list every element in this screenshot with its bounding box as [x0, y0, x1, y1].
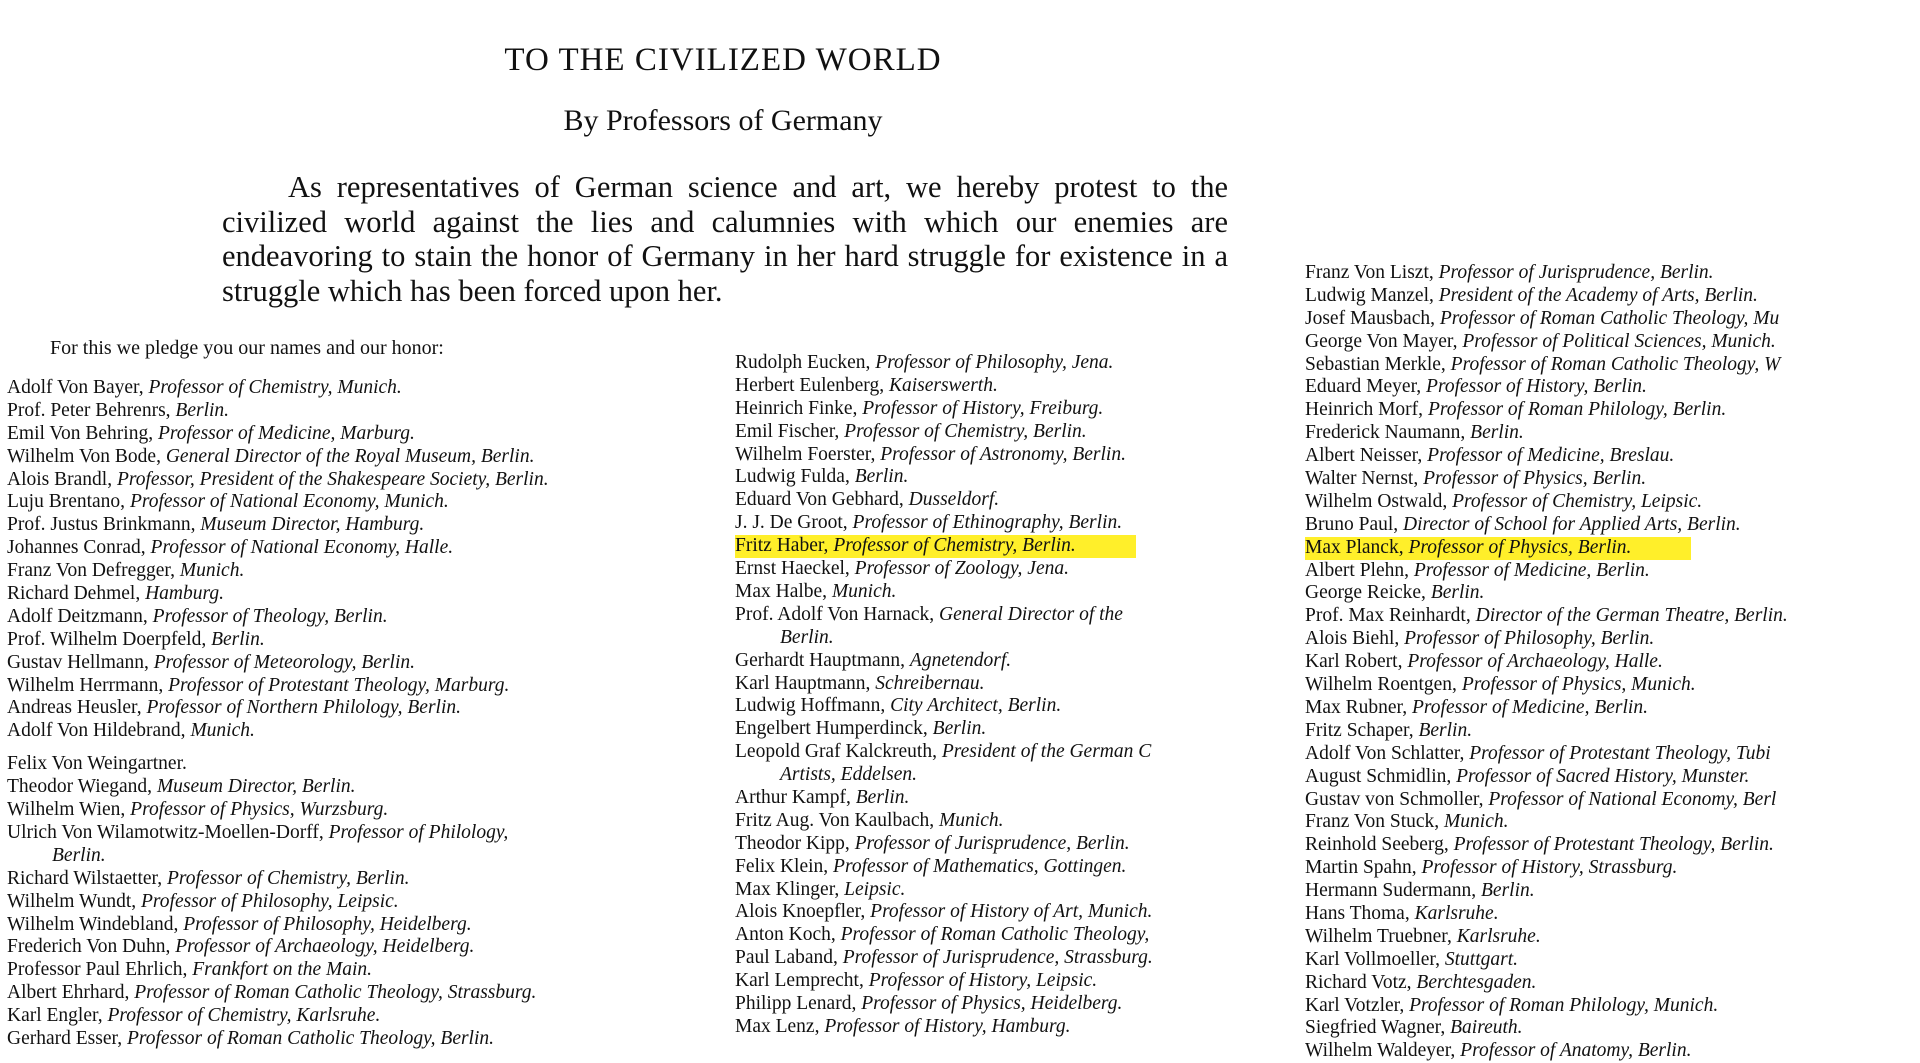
signatory-name: Franz Von Defregger,: [7, 560, 175, 582]
signatory-name: Andreas Heusler,: [7, 697, 142, 719]
signatory-title: Professor of Philosophy, Heidelberg.: [183, 913, 472, 935]
signatory-title: City Architect, Berlin.: [890, 695, 1062, 717]
signatory-title: Professor of Astronomy, Berlin.: [880, 443, 1126, 465]
signatory-entry: [1305, 811, 1788, 834]
signatory-name: Fritz Haber,: [735, 535, 829, 557]
signatory-entry: [7, 959, 549, 982]
signatory-title: Frankfort on the Main.: [192, 959, 373, 981]
signatory-title: Professor of Protestant Theology, Marburg.: [168, 674, 510, 696]
signatory-name: Anton Koch,: [735, 924, 836, 946]
signatory-entry: [7, 377, 549, 400]
signatory-title: Professor of Roman Catholic Theology, Mu: [1439, 307, 1780, 329]
signatory-name: Fritz Schaper,: [1305, 719, 1414, 741]
signatory-entry: [7, 822, 549, 868]
signatory-entry: [7, 606, 549, 629]
signatory-entry: [7, 423, 549, 446]
signatory-title: Professor of Physics, Berlin.: [1408, 536, 1632, 558]
signatory-name: Eduard Von Gebhard,: [735, 489, 904, 511]
signatory-name: Ludwig Manzel,: [1305, 284, 1434, 306]
signatory-title: Berlin.: [1470, 422, 1524, 444]
signatory-name: Alois Biehl,: [1305, 628, 1400, 650]
signatory-name: Alois Brandl,: [7, 468, 113, 490]
signatory-title: Professor of Medicine, Berlin.: [1413, 559, 1650, 581]
signatory-title: Agnetendorf.: [909, 649, 1012, 671]
signatory-entry: [1305, 743, 1788, 766]
signatory-name: Ludwig Hoffmann,: [735, 695, 886, 717]
signatory-title: Berlin.: [854, 466, 909, 488]
signatory-title: Berlin.: [932, 718, 987, 740]
signatory-name: Eduard Meyer,: [1305, 376, 1422, 398]
signatory-name: Theodor Wiegand,: [7, 776, 153, 798]
signatory-entry: [735, 352, 1153, 375]
signatory-entry: [1305, 308, 1788, 331]
signatory-entry: [735, 741, 1153, 787]
signatory-name: Wilhelm Windebland,: [7, 913, 179, 935]
signatory-title: Professor of Physics, Heidelberg.: [861, 992, 1123, 1014]
signatory-name: Gustav von Schmoller,: [1305, 788, 1484, 810]
signatory-name: Richard Wilstaetter,: [7, 867, 163, 889]
signatory-entry: [735, 604, 1153, 650]
signatory-name: Ulrich Von Wilamotwitz-Moellen-Dorff,: [7, 821, 324, 843]
signatory-entry: [1305, 445, 1788, 468]
signatory-entry: [735, 970, 1153, 993]
signatory-entry: [7, 1005, 549, 1028]
signatory-title: President of the German C: [941, 741, 1152, 763]
signatory-name: Adolf Von Bayer,: [7, 377, 144, 398]
signatory-name: Karl Vollmoeller,: [1305, 948, 1440, 970]
signatory-entry: [1305, 789, 1788, 812]
signatory-title: Professor of Chemistry, Berlin.: [166, 867, 410, 889]
signatory-name: Gerhardt Hauptmann,: [735, 649, 906, 671]
signatory-title: Professor of Medicine, Berlin.: [1412, 696, 1648, 718]
signatory-entry: [7, 583, 549, 606]
signatory-name: Prof. Justus Brinkmann,: [7, 514, 196, 536]
signatory-entry: [7, 753, 549, 776]
signatory-entry: [7, 491, 549, 514]
signatory-name: Frederich Von Duhn,: [7, 936, 171, 958]
signatory-title: Professor of Ethinography, Berlin.: [852, 512, 1123, 534]
signatory-title: Director of School for Applied Arts, Berlin.: [1403, 513, 1741, 535]
signatory-name: Walter Nernst,: [1305, 468, 1419, 490]
signatory-name: Max Klinger,: [735, 878, 840, 900]
signatory-title: Berlin.: [175, 399, 230, 421]
signatory-name: Max Rubner,: [1305, 696, 1408, 718]
signatory-entry: [1305, 514, 1788, 537]
signatory-name: Heinrich Morf,: [1305, 399, 1424, 421]
signatory-title: Professor of Jurisprudence, Berlin.: [1438, 262, 1714, 283]
signatory-entry: [1305, 628, 1788, 651]
signatory-name: Felix Klein,: [735, 855, 829, 877]
preamble-paragraph: As representatives of German science and art, we hereby protest to the civilized world against the lies and calumnies with which our enemies are endeavoring to stain the honor of Germany in her hard struggle for existence in a struggle which has been forced upon her.: [222, 170, 1228, 308]
signatory-entry: [1305, 605, 1788, 628]
signatory-entry: [7, 652, 549, 675]
signatory-entry: [735, 650, 1153, 673]
signatory-entry: [735, 375, 1153, 398]
signatory-name: Engelbert Humperdinck,: [735, 718, 928, 740]
signatory-name: Wilhelm Ostwald,: [1305, 490, 1448, 512]
signatory-entry: [1305, 903, 1788, 926]
signatory-name: Emil Von Behring,: [7, 422, 154, 444]
signatory-title: Stuttgart.: [1444, 948, 1518, 970]
signatory-name: Professor Paul Ehrlich,: [7, 959, 188, 981]
signatory-title: Berlin.: [1481, 880, 1535, 902]
highlighted-signatory-entry: [735, 535, 1136, 558]
signatory-entry: [735, 512, 1153, 535]
signatory-name: Herbert Eulenberg,: [735, 374, 885, 396]
signatory-name: Wilhelm Wien,: [7, 799, 126, 821]
signatory-title: Professor of Roman Catholic Theology, W: [1450, 353, 1781, 375]
signatory-title: Munich.: [190, 720, 255, 742]
signatory-name: Leopold Graf Kalckreuth,: [735, 741, 937, 763]
signatory-title: Professor of Protestant Theology, Tubi: [1469, 742, 1771, 764]
signatory-entry: [7, 1028, 549, 1051]
signatory-name: Wilhelm Foerster,: [735, 443, 876, 465]
signatory-name: Adolf Von Hildebrand,: [7, 720, 186, 742]
signatory-entry: [7, 446, 549, 469]
signatory-name: Paul Laband,: [735, 947, 838, 969]
signatory-entry: [735, 421, 1153, 444]
signatory-title: Kaiserswerth.: [888, 374, 998, 396]
signatory-title: Karlsruhe.: [1414, 902, 1499, 924]
signatory-entry: [1305, 972, 1788, 995]
signatory-entry: [1305, 697, 1788, 720]
signatory-name: Arthur Kampf,: [735, 786, 851, 808]
signatory-entry: [7, 936, 549, 959]
signatory-title: Professor of Medicine, Marburg.: [157, 422, 415, 444]
signatory-title-continued: Berlin.: [780, 626, 834, 648]
signatory-entry: [1305, 857, 1788, 880]
signatory-entry: [7, 799, 549, 822]
signatory-title: Professor of Protestant Theology, Berlin.: [1453, 834, 1774, 856]
signatory-title: Professor of Political Sciences, Munich.: [1462, 330, 1776, 352]
signatory-title: Hamburg.: [145, 583, 224, 605]
signatory-entry: [1305, 949, 1788, 972]
signatory-entry: [7, 720, 549, 743]
signatory-name: Siegfried Wagner,: [1305, 1017, 1446, 1039]
signatory-entry: [1305, 422, 1788, 445]
signatory-title: General Director of the Royal Museum, Berlin.: [165, 445, 535, 467]
signatory-title: Professor of Roman Philology, Munich.: [1409, 994, 1719, 1016]
signatory-title: Munich.: [1444, 811, 1509, 833]
signatory-column-1: [7, 377, 549, 1051]
signatory-title: Professor of Zoology, Jena.: [854, 558, 1069, 580]
signatory-entry: [7, 675, 549, 698]
signatory-title: Professor of History, Freiburg.: [862, 397, 1104, 419]
signatory-name: Gustav Hellmann,: [7, 651, 149, 673]
pledge-line: For this we pledge you our names and our honor:: [50, 337, 444, 359]
signatory-entry: [1305, 285, 1788, 308]
signatory-title: Professor of Physics, Berlin.: [1423, 468, 1647, 490]
signatory-name: Franz Von Stuck,: [1305, 811, 1440, 833]
signatory-name: Wilhelm Waldeyer,: [1305, 1040, 1456, 1062]
signatory-entry: [735, 787, 1153, 810]
signatory-name: Reinhold Seeberg,: [1305, 834, 1449, 856]
signatory-entry: [1305, 1017, 1788, 1040]
signatory-title: Professor of History, Berlin.: [1426, 376, 1647, 398]
signatory-title: General Director of the: [939, 603, 1123, 625]
signatory-title: Professor of History, Leipsic.: [868, 970, 1098, 992]
signatory-entry: [7, 982, 549, 1005]
signatory-title: Munich.: [179, 560, 245, 582]
signatory-entry: [7, 776, 549, 799]
signatory-title: Professor of Philology,: [328, 821, 509, 843]
signatory-title: Berlin.: [855, 786, 910, 808]
signatory-name: Adolf Von Schlatter,: [1305, 742, 1465, 764]
signatory-title: Director of the German Theatre, Berlin.: [1475, 605, 1788, 627]
signatory-name: Prof. Peter Behrenrs,: [7, 399, 171, 421]
signatory-entry: [1305, 834, 1788, 857]
signatory-title: Munich.: [939, 809, 1004, 831]
signatory-name: Franz Von Liszt,: [1305, 262, 1434, 283]
signatory-entry: [1305, 926, 1788, 949]
signatory-title: Professor of Meteorology, Berlin.: [153, 651, 415, 673]
signatory-name: Wilhelm Herrmann,: [7, 674, 164, 696]
signatory-title: Professor of Northern Philology, Berlin.: [146, 697, 461, 719]
signatory-entry: [1305, 651, 1788, 674]
signatory-title: Professor of Anatomy, Berlin.: [1460, 1040, 1692, 1062]
signatory-name: Ludwig Fulda,: [735, 466, 850, 488]
signatory-entry: [735, 444, 1153, 467]
signatory-entry: [735, 673, 1153, 696]
signatory-column-2: [735, 352, 1153, 1039]
signatory-entry: [1305, 880, 1788, 903]
signatory-title: Munich.: [831, 580, 897, 602]
signatory-entry: [735, 993, 1153, 1016]
signatory-title: Professor of National Economy, Halle.: [150, 537, 454, 559]
signatory-entry: [1305, 331, 1788, 354]
signatory-entry: [735, 833, 1153, 856]
signatory-title: Professor of Physics, Wurzsburg.: [130, 799, 389, 821]
signatory-title: Professor of Mathematics, Gottingen.: [833, 855, 1127, 877]
signatory-entry: [1305, 674, 1788, 697]
signatory-title: Museum Director, Hamburg.: [200, 514, 425, 536]
signatory-entry: [735, 901, 1153, 924]
signatory-name: Rudolph Eucken,: [735, 352, 871, 373]
signatory-entry: [735, 581, 1153, 604]
signatory-title: Professor of Medicine, Breslau.: [1427, 445, 1675, 467]
signatory-title: Professor of Philosophy, Berlin.: [1404, 628, 1655, 650]
signatory-name: Prof. Wilhelm Doerpfeld,: [7, 628, 207, 650]
signatory-title: Museum Director, Berlin.: [156, 776, 356, 798]
signatory-name: Albert Plehn,: [1305, 559, 1409, 581]
signatory-name: Ernst Haeckel,: [735, 558, 850, 580]
signatory-title: Berlin.: [211, 628, 265, 650]
signatory-title: Professor of History, Strassburg.: [1421, 857, 1678, 879]
signatory-entry: [7, 868, 549, 891]
signatory-title: Professor of Chemistry, Leipsic.: [1452, 490, 1703, 512]
signatory-entry: [1305, 995, 1788, 1018]
signatory-name: Karl Hauptmann,: [735, 672, 871, 694]
signatory-entry: [1305, 262, 1788, 285]
signatory-entry: [7, 400, 549, 423]
signatory-title: Professor of Chemistry, Munich.: [148, 377, 402, 398]
signatory-entry: [735, 856, 1153, 879]
signatory-entry: [735, 810, 1153, 833]
signatory-name: Max Halbe,: [735, 580, 828, 602]
signatory-name: Adolf Deitzmann,: [7, 605, 148, 627]
signatory-entry: [7, 914, 549, 937]
signatory-title: Professor of Chemistry, Berlin.: [844, 420, 1087, 442]
signatory-title: Professor of Roman Catholic Theology, Strassburg.: [134, 982, 537, 1004]
signatory-name: Heinrich Finke,: [735, 397, 858, 419]
signatory-name: Philipp Lenard,: [735, 992, 857, 1014]
signatory-name: Hans Thoma,: [1305, 902, 1410, 924]
signatory-name: Alois Knoepfler,: [735, 901, 866, 923]
signatory-entry: [1305, 376, 1788, 399]
signatory-entry: [7, 514, 549, 537]
signatory-title: Schreibernau.: [875, 672, 985, 694]
signatory-name: Bruno Paul,: [1305, 513, 1399, 535]
signatory-entry: [735, 489, 1153, 512]
signatory-title: Professor of National Economy, Munich.: [129, 491, 449, 513]
signatory-title: Professor of Archaeology, Halle.: [1407, 651, 1663, 673]
column-gap: [7, 743, 549, 753]
signatory-entry: [735, 1016, 1153, 1039]
signatory-entry: [7, 891, 549, 914]
signatory-title: Professor of Philosophy, Leipsic.: [141, 890, 399, 912]
signatory-title: Professor of National Economy, Berl: [1488, 788, 1777, 810]
signatory-name: Wilhelm Roentgen,: [1305, 674, 1457, 696]
signatory-entry: [1305, 1040, 1788, 1063]
signatory-title: Professor of Jurisprudence, Strassburg.: [842, 947, 1153, 969]
signatory-name: Martin Spahn,: [1305, 857, 1417, 879]
signatory-name: Albert Ehrhard,: [7, 982, 130, 1004]
signatory-name: Wilhelm Truebner,: [1305, 925, 1452, 947]
signatory-name: Prof. Max Reinhardt,: [1305, 605, 1471, 627]
signatory-title: Professor, President of the Shakespeare Society, Berlin.: [116, 468, 549, 490]
signatory-entry: [1305, 491, 1788, 514]
signatory-title: Professor of Physics, Munich.: [1461, 674, 1696, 696]
signatory-title: Berchtesgaden.: [1416, 971, 1537, 993]
signatory-name: George Von Mayer,: [1305, 330, 1458, 352]
signatory-entry: [1305, 468, 1788, 491]
signatory-entry: [7, 537, 549, 560]
signatory-name: Karl Engler,: [7, 1005, 103, 1027]
signatory-name: Luju Brentano,: [7, 491, 126, 513]
signatory-title: Professor of History of Art, Munich.: [870, 901, 1153, 923]
document-subtitle: By Professors of Germany: [563, 104, 883, 137]
signatory-title: Leipsic.: [844, 878, 906, 900]
signatory-name: Gerhard Esser,: [7, 1027, 123, 1049]
signatory-name: Wilhelm Von Bode,: [7, 445, 161, 467]
signatory-entry: [735, 695, 1153, 718]
signatory-title: Dusseldorf.: [908, 489, 1000, 511]
signatory-title: Professor of Chemistry, Berlin.: [833, 535, 1076, 557]
signatory-name: George Reicke,: [1305, 582, 1426, 604]
signatory-title: Professor of Archaeology, Heidelberg.: [175, 936, 475, 958]
signatory-entry: [7, 560, 549, 583]
signatory-name: Max Lenz,: [735, 1015, 820, 1037]
signatory-column-3: [1305, 262, 1788, 1063]
highlighted-signatory-entry: [1305, 537, 1691, 560]
signatory-entry: [735, 466, 1153, 489]
signatory-title: Professor of Roman Catholic Theology, Berlin.: [126, 1027, 495, 1049]
signatory-title: Karlsruhe.: [1456, 925, 1541, 947]
signatory-name: Karl Votzler,: [1305, 994, 1405, 1016]
signatory-name: Fritz Aug. Von Kaulbach,: [735, 809, 935, 831]
signatory-name: Josef Mausbach,: [1305, 307, 1435, 329]
signatory-name: Theodor Kipp,: [735, 832, 850, 854]
signatory-name: Prof. Adolf Von Harnack,: [735, 603, 935, 625]
signatory-name: Max Planck,: [1305, 536, 1404, 558]
signatory-title: Professor of Roman Catholic Theology,: [840, 924, 1150, 946]
signatory-name: Emil Fischer,: [735, 420, 840, 442]
signatory-entry: [1305, 720, 1788, 743]
signatory-entry: [7, 697, 549, 720]
signatory-title: President of the Academy of Arts, Berlin.: [1438, 284, 1758, 306]
signatory-name: Frederick Naumann,: [1305, 422, 1466, 444]
document-title: TO THE CIVILIZED WORLD: [504, 42, 942, 78]
signatory-name: Karl Robert,: [1305, 651, 1403, 673]
signatory-entry: [1305, 560, 1788, 583]
signatory-title: Professor of Chemistry, Karlsruhe.: [107, 1005, 381, 1027]
signatory-name: Hermann Sudermann,: [1305, 880, 1477, 902]
signatory-title: Professor of Theology, Berlin.: [152, 605, 388, 627]
signatory-title: Professor of Sacred History, Munster.: [1456, 765, 1750, 787]
signatory-entry: [1305, 354, 1788, 377]
signatory-name: Johannes Conrad,: [7, 537, 146, 559]
signatory-title: Professor of Philosophy, Jena.: [875, 352, 1114, 373]
signatory-entry: [1305, 766, 1788, 789]
signatory-name: Sebastian Merkle,: [1305, 353, 1446, 375]
signatory-title: Baireuth.: [1450, 1017, 1523, 1039]
signatory-name: Karl Lemprecht,: [735, 970, 864, 992]
signatory-entry: [735, 558, 1153, 581]
signatory-entry: [7, 469, 549, 492]
signatory-name: Wilhelm Wundt,: [7, 890, 137, 912]
signatory-title-continued: Berlin.: [52, 844, 106, 866]
signatory-name: Albert Neisser,: [1305, 445, 1423, 467]
signatory-name: Felix Von Weingartner.: [7, 753, 187, 775]
signatory-entry: [735, 398, 1153, 421]
signatory-entry: [735, 879, 1153, 902]
signatory-entry: [735, 924, 1153, 947]
signatory-title: Berlin.: [1430, 582, 1485, 604]
signatory-entry: [735, 947, 1153, 970]
signatory-name: August Schmidlin,: [1305, 765, 1452, 787]
signatory-entry: [735, 718, 1153, 741]
signatory-name: Richard Votz,: [1305, 971, 1412, 993]
signatory-entry: [1305, 582, 1788, 605]
signatory-title: Professor of History, Hamburg.: [824, 1015, 1071, 1037]
signatory-entry: [7, 629, 549, 652]
signatory-name: Richard Dehmel,: [7, 583, 141, 605]
signatory-title-continued: Artists, Eddelsen.: [780, 764, 918, 786]
signatory-title: Berlin.: [1418, 719, 1473, 741]
signatory-entry: [1305, 399, 1788, 422]
signatory-name: J. J. De Groot,: [735, 512, 848, 534]
signatory-title: Professor of Roman Philology, Berlin.: [1427, 399, 1727, 421]
signatory-title: Professor of Jurisprudence, Berlin.: [854, 832, 1130, 854]
